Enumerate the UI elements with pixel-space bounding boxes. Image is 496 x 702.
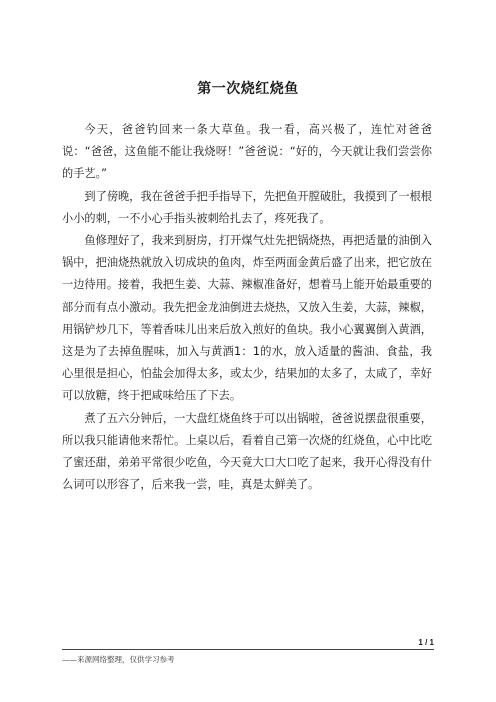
paragraph-4: 煮了五六分钟后，一大盘红烧鱼终于可以出锅啦，爸爸说摆盘很重要，所以我只能请他来帮忙。上桌以后，看着自己第一次烧的红烧鱼，心中比吃了蜜还甜，弟弟平常很少吃鱼，今天竟大口大口吃了起来，我开心得没有什么词可以形容了，后来我一尝，哇，真是太鲜美了。 <box>62 411 432 492</box>
footer-note: ——来源网络整理，仅供学习参考 <box>62 655 175 664</box>
footer-divider <box>62 649 434 650</box>
page-title: 第一次烧红烧鱼 <box>197 81 299 97</box>
paragraph-1: 今天，爸爸钓回来一条大草鱼。我一看，高兴极了，连忙对爸爸说：“爸爸，这鱼能不能让我烧呀！”爸爸说：“好的，今天就让我们尝尝你的手艺。” <box>62 123 432 181</box>
article-body <box>62 119 432 496</box>
paragraph-3: 鱼修理好了，我来到厨房，打开煤气灶先把锅烧热，再把适量的油倒入锅中，把油烧热就放入切成块的鱼肉，炸至两面金黄后盛了出来，把它放在一边待用。接着，我把生姜、大蒜、辣椒准备好，想着马上能开始最重要的部分而有点小激动。我先把金龙油倒进去烧热，又放入生姜，大蒜，辣椒，用锅铲炒几下，等着香味儿出来后放入煎好的鱼块。我小心翼翼倒入黄酒，这是为了去掉鱼腥味，加入与黄酒1：1的水，放入适量的酱油、食盐，我心里很是担心，怕盐会加得太多，或太少，结果加的太多了，太咸了，幸好可以放糖，终于把咸味给压了下去。 <box>62 234 432 403</box>
paragraph-2: 到了傍晚，我在爸爸手把手指导下，先把鱼开膛破肚，我摸到了一根根小小的刺，一不小心手指头被刺给扎去了，疼死我了。 <box>62 189 432 225</box>
page-number: 1 / 1 <box>418 638 434 647</box>
